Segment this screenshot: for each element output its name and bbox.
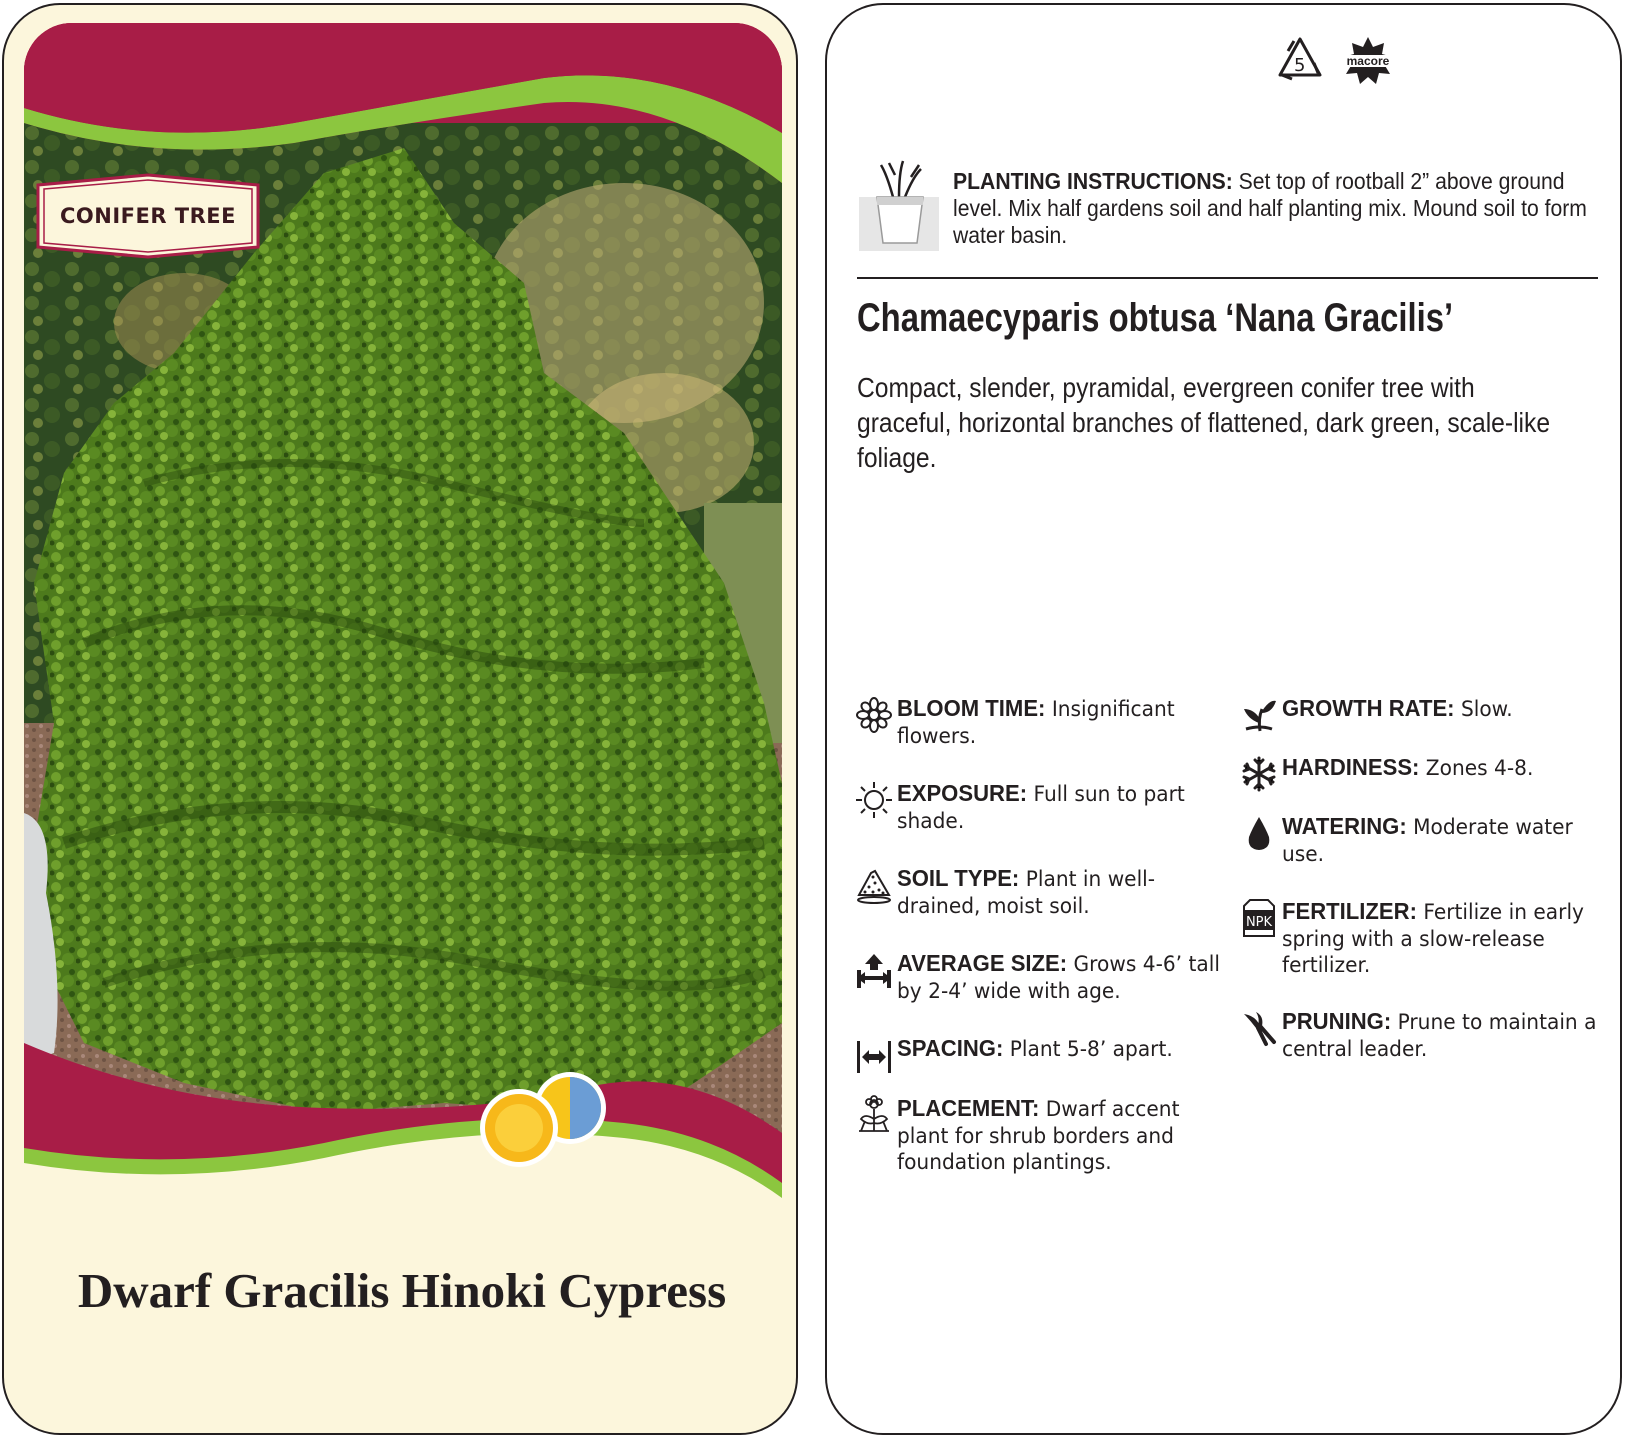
attribute-label: SPACING: xyxy=(897,1035,1004,1061)
attribute-text xyxy=(897,1095,1223,1176)
attribute-value: Insignificant flowers. xyxy=(897,697,1175,748)
sprout-icon xyxy=(1240,695,1278,735)
snowflake-icon xyxy=(1240,754,1278,794)
attribute-text xyxy=(1282,1008,1608,1062)
botanical-name: Chamaecyparis obtusa ‘Nana Gracilis’ xyxy=(857,296,1454,340)
npk-label: NPK xyxy=(1245,915,1273,930)
plant-tag-back xyxy=(825,3,1622,1435)
attribute-label: WATERING: xyxy=(1282,813,1407,839)
planting-instructions-label: PLANTING INSTRUCTIONS: xyxy=(953,168,1233,194)
attribute-label: GROWTH RATE: xyxy=(1282,695,1455,721)
attribute-text xyxy=(897,865,1223,919)
attribute-text xyxy=(897,780,1223,834)
placement-icon xyxy=(855,1095,893,1135)
recycle-number: 5 xyxy=(1294,55,1306,76)
attribute-label: SOIL TYPE: xyxy=(897,865,1020,891)
attribute-text xyxy=(897,950,1223,1004)
attribute-label: AVERAGE SIZE: xyxy=(897,950,1068,976)
attribute-label: FERTILIZER: xyxy=(1282,898,1417,924)
planting-instructions xyxy=(953,168,1597,249)
plant-description: Compact, slender, pyramidal, evergreen conifer tree with graceful, horizontal branches of flattened, dark green, scale-like foliage. xyxy=(857,372,1551,473)
spacing-icon xyxy=(855,1035,893,1075)
attribute-value: Grows 4-6’ tall by 2-4’ wide with age. xyxy=(897,952,1220,1003)
attribute-value: Prune to maintain a central leader. xyxy=(1282,1010,1597,1061)
light-requirement-icons xyxy=(474,1070,634,1170)
pruners-icon xyxy=(1240,1008,1278,1048)
attribute-text xyxy=(897,695,1223,749)
size-icon xyxy=(855,950,893,990)
recycle-5-icon xyxy=(1280,39,1320,79)
divider xyxy=(857,277,1598,279)
photo-panel xyxy=(24,23,782,1233)
attribute-text xyxy=(1282,813,1608,867)
attribute-value: Plant in well-drained, moist soil. xyxy=(897,867,1156,918)
attribute-label: PRUNING: xyxy=(1282,1008,1392,1034)
attribute-value: Slow. xyxy=(1454,697,1513,721)
pot-planting-icon xyxy=(859,155,939,251)
flower-icon xyxy=(855,695,893,735)
attribute-text xyxy=(1282,695,1608,723)
attribute-text xyxy=(897,1035,1223,1063)
macore-logo-icon xyxy=(1342,37,1394,84)
npk-icon xyxy=(1240,898,1278,938)
plant-tag-front xyxy=(2,3,798,1435)
attribute-label: EXPOSURE: xyxy=(897,780,1028,806)
attribute-text xyxy=(1282,898,1608,979)
water-drop-icon xyxy=(1240,813,1278,853)
attribute-text xyxy=(1282,754,1608,782)
attribute-value: Zones 4-8. xyxy=(1419,756,1534,780)
attribute-label: HARDINESS: xyxy=(1282,754,1420,780)
attribute-value: Fertilize in early spring with a slow-release fertilizer. xyxy=(1282,900,1584,977)
common-name: Dwarf Gracilis Hinoki Cypress xyxy=(77,1263,727,1318)
attribute-label: BLOOM TIME: xyxy=(897,695,1046,721)
sun-icon xyxy=(855,780,893,820)
attribute-label: PLACEMENT: xyxy=(897,1095,1040,1121)
category-label: CONIFER TREE xyxy=(59,204,236,228)
soil-icon xyxy=(855,865,893,905)
attribute-value: Dwarf accent plant for shrub borders and foundation plantings. xyxy=(897,1097,1180,1174)
attribute-value: Full sun to part shade. xyxy=(897,782,1185,833)
recycle-logos xyxy=(1274,33,1404,93)
attribute-value: Moderate water use. xyxy=(1282,815,1573,866)
full-sun-icon xyxy=(480,1089,558,1167)
category-badge xyxy=(36,173,260,259)
macore-text: macore xyxy=(1346,54,1390,68)
attribute-value: Plant 5-8’ apart. xyxy=(1003,1037,1173,1061)
planting-instructions-text: Set top of rootball 2” above ground level. Mix half gardens soil and half planting mix. Mound soil to form water basin. xyxy=(953,168,1587,248)
